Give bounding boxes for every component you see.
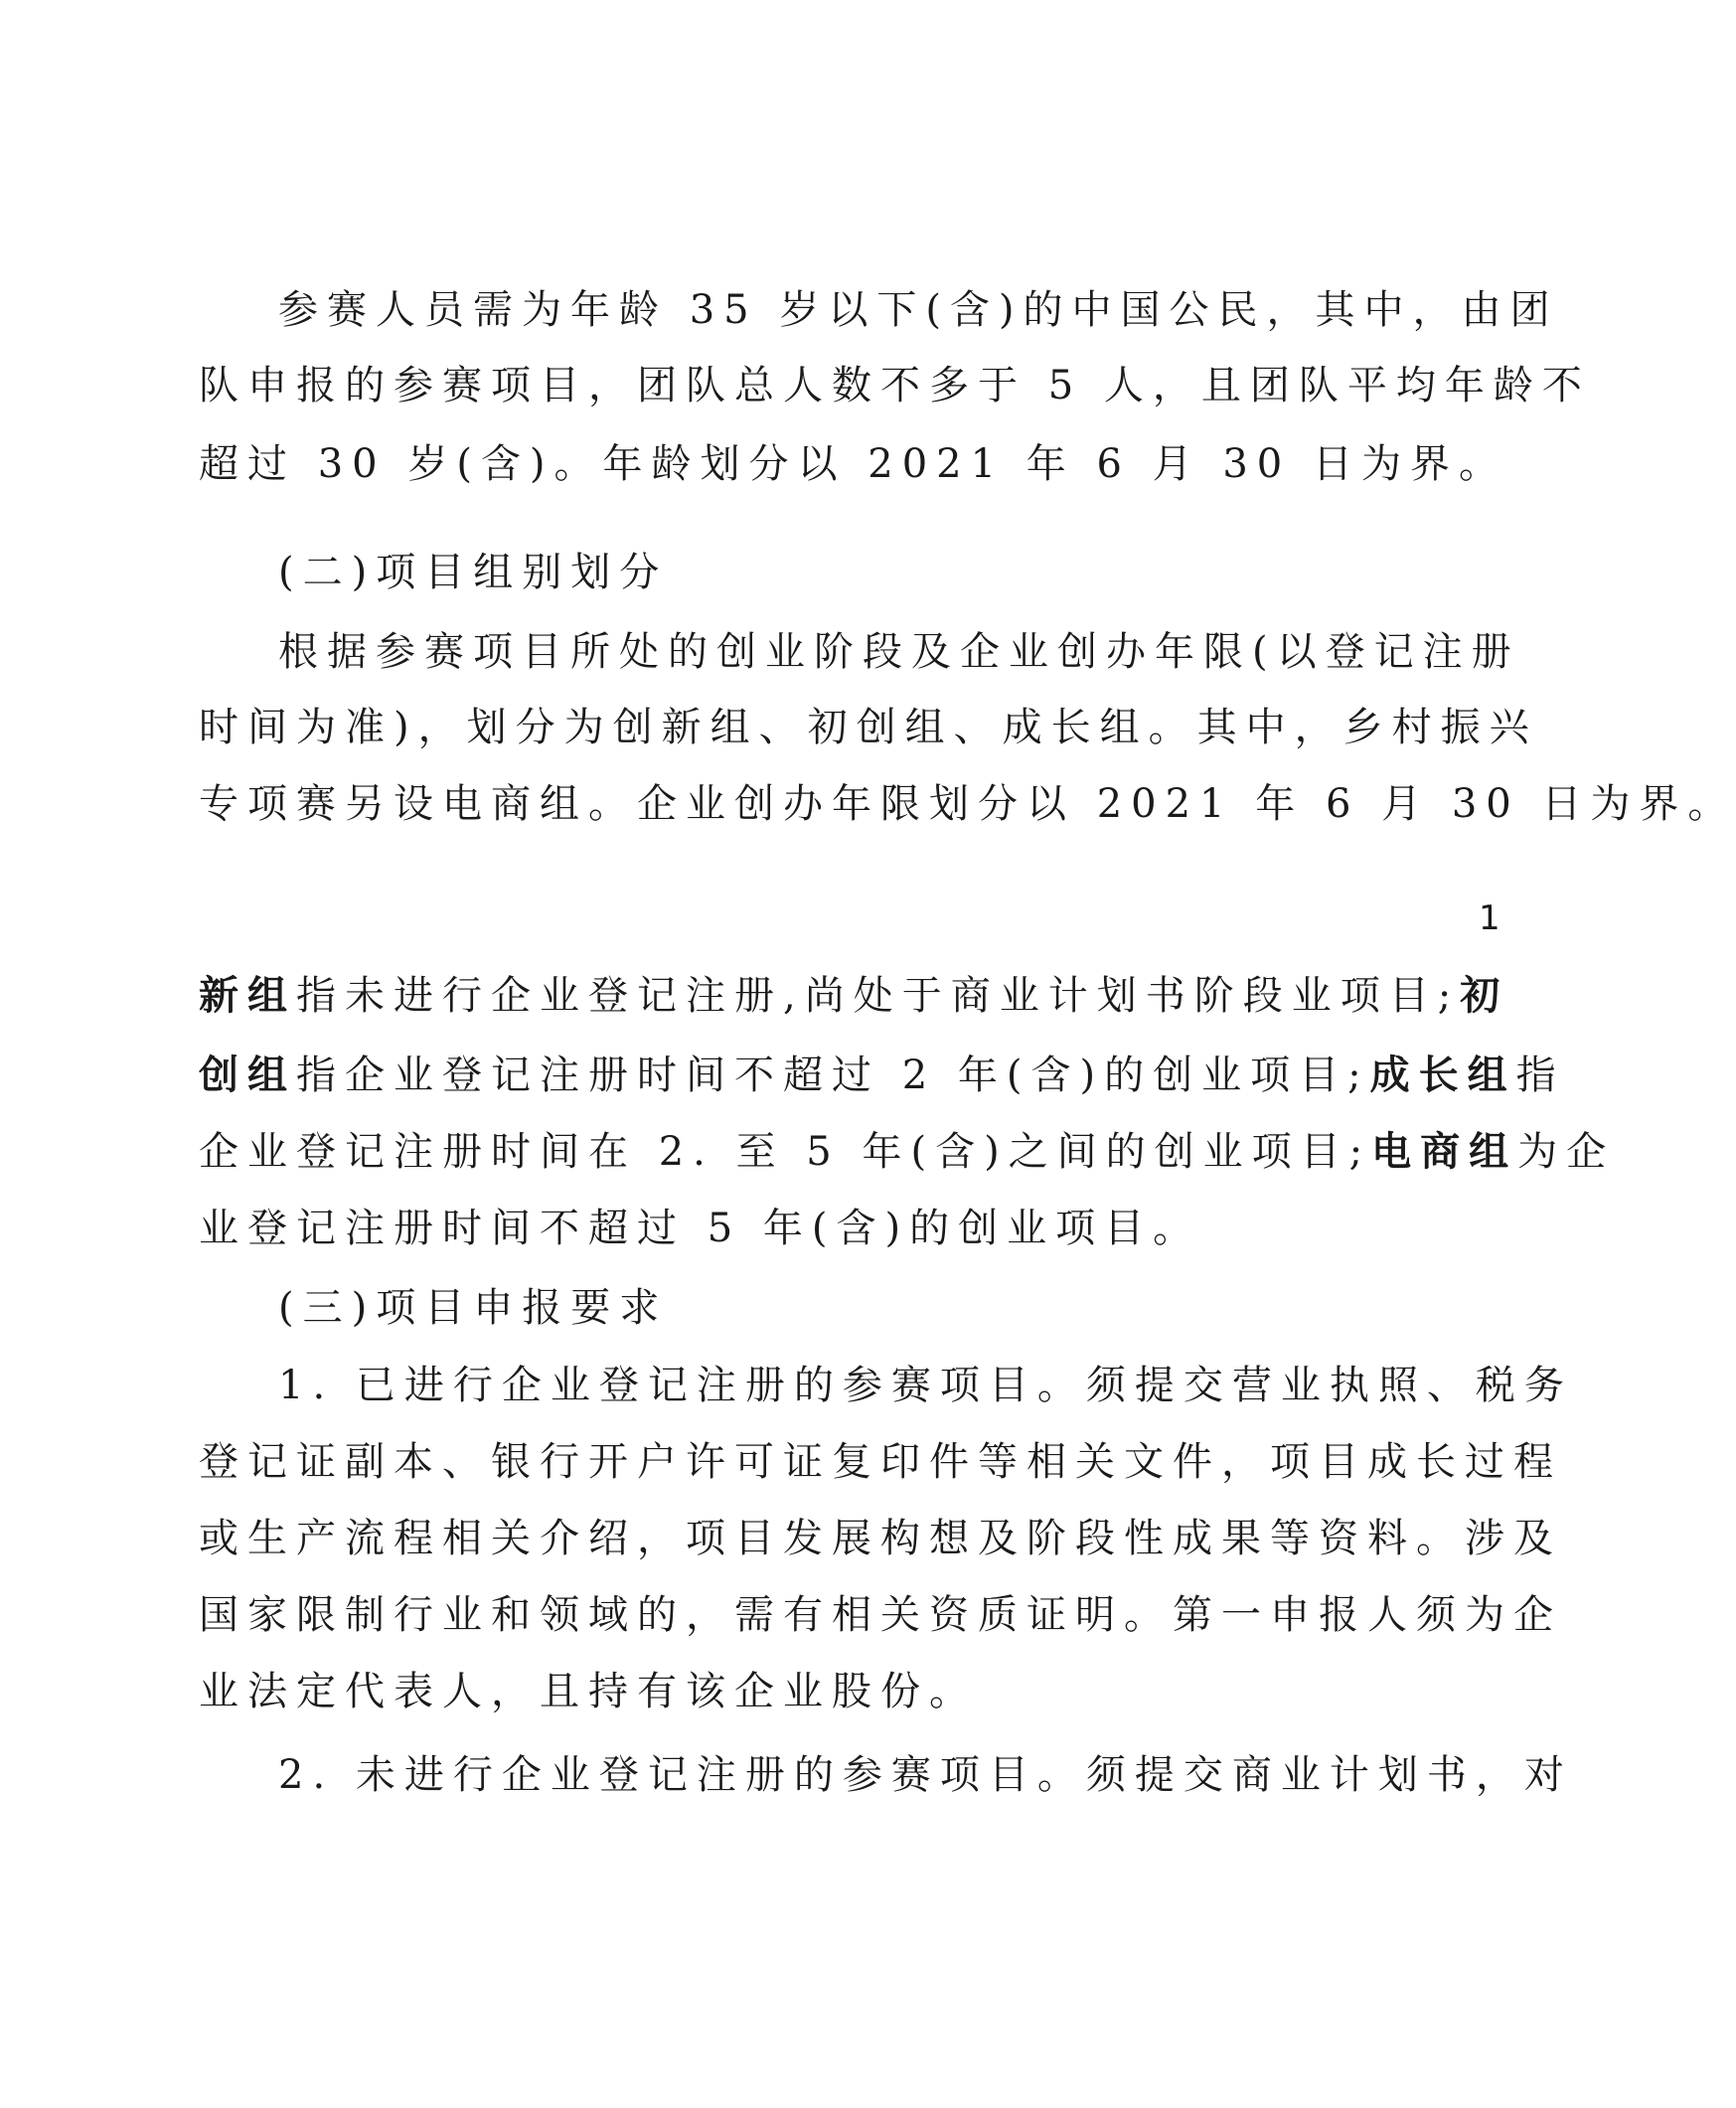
term-bold: 电商组 <box>1371 1128 1518 1175</box>
paragraph-line: 专项赛另设电商组。企业创办年限划分以 2021 年 6 月 30 日为界。 <box>199 781 1736 827</box>
section-heading: (二)项目组别划分 <box>278 550 669 595</box>
paragraph-line: 超过 30 岁(含)。年龄划分以 2021 年 6 月 30 日为界。 <box>199 441 1507 487</box>
text-run: 为企 <box>1517 1129 1616 1175</box>
term-bold: 创组 <box>199 1052 296 1098</box>
paragraph-line: 或生产流程相关介绍，项目发展构想及阶段性成果等资料。涉及 <box>199 1516 1562 1561</box>
text-run: 指 <box>1515 1053 1565 1098</box>
paragraph-line: 国家限制行业和领域的，需有相关资质证明。第一申报人须为企 <box>199 1592 1562 1638</box>
paragraph-line: 业法定代表人，且持有该企业股份。 <box>199 1669 978 1714</box>
paragraph-line: 参赛人员需为年龄 35 岁以下(含)的中国公民，其中，由团 <box>278 287 1559 333</box>
term-bold: 初 <box>1460 972 1509 1019</box>
paragraph-line <box>199 970 1509 1022</box>
text-run: 企业登记注册时间在 2. 至 5 年(含)之间的创业项目; <box>199 1129 1372 1175</box>
margin-mark: 1 <box>1479 898 1500 938</box>
section-heading: (三)项目申报要求 <box>278 1285 669 1331</box>
paragraph-line: 队申报的参赛项目，团队总人数不多于 5 人，且团队平均年龄不 <box>199 363 1591 408</box>
paragraph-line: 1. 已进行企业登记注册的参赛项目。须提交营业执照、税务 <box>278 1363 1573 1408</box>
paragraph-line <box>199 1050 1565 1101</box>
paragraph-line: 登记证副本、银行开户许可证复印件等相关文件，项目成长过程 <box>199 1439 1562 1485</box>
term-bold: 新组 <box>199 972 296 1019</box>
text-run: 指未进行企业登记注册,尚处于商业计划书阶段业项目; <box>296 973 1461 1019</box>
paragraph-line: 2. 未进行企业登记注册的参赛项目。须提交商业计划书，对 <box>278 1752 1573 1798</box>
paragraph-line: 业登记注册时间不超过 5 年(含)的创业项目。 <box>199 1206 1202 1251</box>
paragraph-line: 根据参赛项目所处的创业阶段及企业创办年限(以登记注册 <box>278 629 1520 675</box>
paragraph-line: 时间为准)，划分为创新组、初创组、成长组。其中，乡村振兴 <box>199 705 1538 750</box>
text-run: 指企业登记注册时间不超过 2 年(含)的创业项目; <box>296 1053 1370 1098</box>
paragraph-line <box>199 1126 1616 1178</box>
term-bold: 成长组 <box>1369 1052 1516 1098</box>
